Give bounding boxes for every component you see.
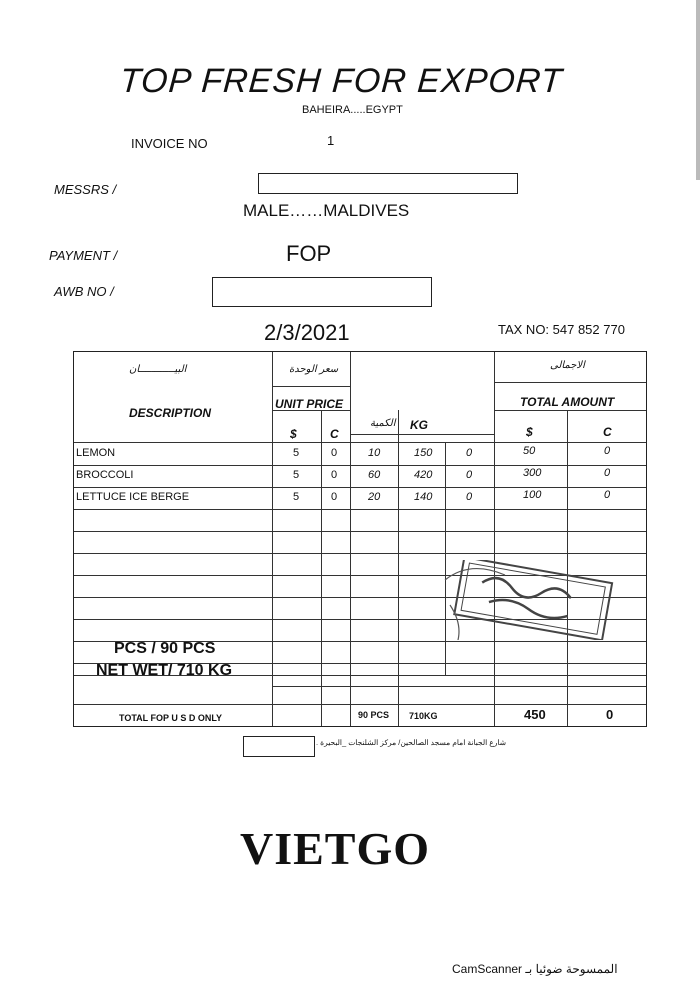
row-kg: 140: [414, 491, 433, 503]
vietgo-watermark: VIETGO: [240, 823, 431, 874]
row-unit-dollar: 5: [293, 469, 300, 481]
row-zero: 0: [466, 447, 473, 459]
row-zero: 0: [466, 491, 473, 503]
row-unit-cent: 0: [331, 447, 338, 459]
pcs-note: PCS / 90 PCS: [114, 640, 216, 657]
net-weight-note: NET WET/ 710 KG: [96, 662, 233, 679]
unit-price-arabic: سعر الوحدة: [289, 364, 339, 375]
unit-cent-header: C: [330, 427, 339, 441]
row-total-dollar: 300: [523, 467, 542, 479]
total-pcs: 90 PCS: [358, 710, 390, 720]
invoice-date: 2/3/2021: [264, 320, 350, 345]
awb-label: AWB NO /: [54, 284, 114, 299]
messrs-redacted-box: [258, 173, 518, 194]
invoice-table: [73, 351, 647, 727]
total-kg: 710KG: [409, 711, 438, 721]
row-pcs: 60: [368, 469, 381, 481]
quantity-arabic: الكمية: [370, 418, 396, 429]
company-title: TOP FRESH FOR EXPORT: [118, 62, 564, 100]
row-zero: 0: [466, 469, 473, 481]
unit-dollar-header: $: [290, 427, 297, 441]
row-kg: 150: [414, 447, 433, 459]
scan-edge-shadow: [696, 0, 700, 180]
tax-no: TAX NO: 547 852 770: [498, 322, 625, 337]
awb-redacted-box: [212, 277, 432, 307]
unit-price-header: UNIT PRICE: [275, 397, 344, 411]
total-dollar-header: $: [526, 425, 533, 439]
invoice-no-label: INVOICE NO: [131, 136, 208, 151]
row-unit-cent: 0: [331, 491, 338, 503]
address-redacted-box: [243, 736, 315, 757]
row-unit-dollar: 5: [293, 447, 300, 459]
row-pcs: 20: [368, 491, 381, 503]
row-kg: 420: [414, 469, 433, 481]
row-unit-cent: 0: [331, 469, 338, 481]
camscanner-footer: CamScanner الممسوحة ضوئيا بـ: [452, 962, 618, 976]
address-arabic: شارع الجبانة امام مسجد الصالحين/ مركز الشلنجات _البحيرة .: [316, 738, 506, 747]
row-pcs: 10: [368, 447, 381, 459]
total-arabic: الاجمالى: [550, 360, 585, 371]
total-amount-header: TOTAL AMOUNT: [520, 395, 615, 409]
kg-header: KG: [410, 418, 428, 432]
company-stamp-seal: [440, 560, 630, 640]
payment-label: PAYMENT /: [49, 248, 118, 263]
total-label: TOTAL FOP U S D ONLY: [119, 713, 223, 723]
company-location: BAHEIRA.....EGYPT: [302, 104, 403, 116]
row-total-dollar: 50: [523, 445, 536, 457]
row-total-cent: 0: [604, 445, 611, 457]
total-cent-header: C: [603, 425, 612, 439]
destination: MALE……MALDIVES: [243, 201, 410, 220]
payment-value: FOP: [286, 241, 332, 266]
invoice-no-value: 1: [327, 133, 335, 148]
messrs-label: MESSRS /: [54, 182, 117, 197]
row-total-dollar: 100: [523, 489, 542, 501]
row-total-cent: 0: [604, 489, 611, 501]
row-desc: BROCCOLI: [76, 469, 134, 481]
description-header: DESCRIPTION: [129, 406, 212, 420]
row-unit-dollar: 5: [293, 491, 300, 503]
total-cent: 0: [606, 707, 614, 722]
description-arabic: البيــــــــــــان: [129, 364, 187, 375]
row-desc: LEMON: [76, 447, 116, 459]
row-total-cent: 0: [604, 467, 611, 479]
total-dollar: 450: [524, 707, 546, 722]
row-desc: LETTUCE ICE BERGE: [76, 491, 190, 503]
